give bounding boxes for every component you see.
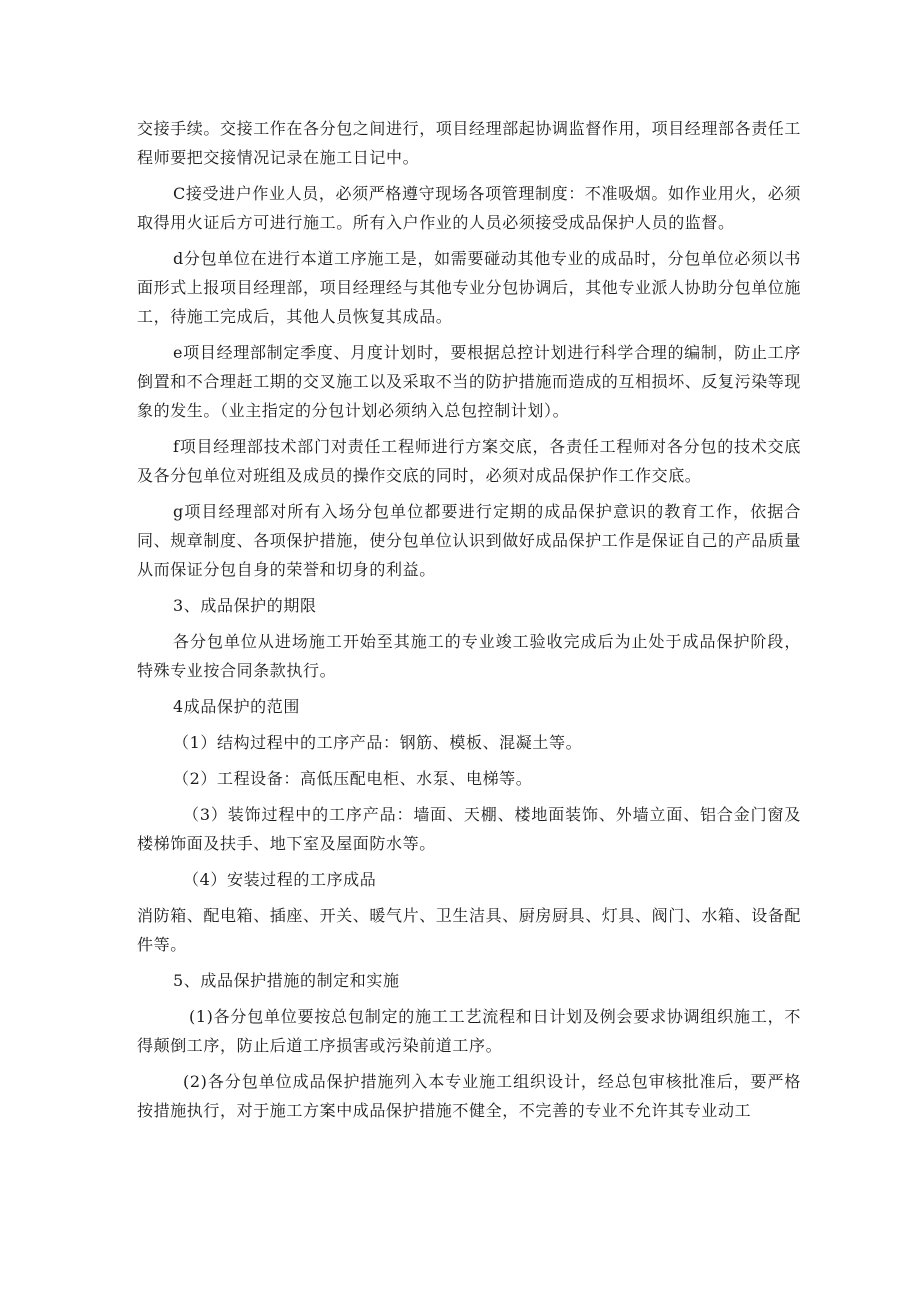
paragraph-handover: 交接手续。交接工作在各分包之间进行，项目经理部起协调监督作用，项目经理部各责任工程师要把交接情况记录在施工日记中。 (137, 119, 802, 167)
scope-item-1: （1）结构过程中的工序产品：钢筋、模板、混凝土等。 (173, 733, 583, 752)
scope-item-4-detail: 消防箱、配电箱、插座、开关、暖气片、卫生洁具、厨房厨具、灯具、阀门、水箱、设备配件等。 (137, 906, 802, 954)
paragraph-item-g: g项目经理部对所有入场分包单位都要进行定期的成品保护意识的教育工作，依据合同、规章制度、各项保护措施，使分包单位认识到做好成品保护工作是保证自己的产品质量从而保证分包自身的荣誉和切身的利益。 (137, 502, 802, 579)
heading-protection-measures: 5、成品保护措施的制定和实施 (173, 971, 400, 990)
measure-item-1: (1)各分包单位要按总包制定的施工工艺流程和日计划及例会要求协调组织施工，不得颠倒工序，防止后道工序损害或污染前道工序。 (137, 1007, 801, 1055)
document-page (137, 114, 801, 1132)
scope-item-3: （3）装饰过程中的工序产品：墙面、天棚、楼地面装饰、外墙立面、铝合金门窗及楼梯饰面及扶手、地下室及屋面防水等。 (137, 805, 801, 853)
heading-protection-period: 3、成品保护的期限 (173, 596, 317, 615)
paragraph-item-d: d分包单位在进行本道工序施工是，如需要碰动其他专业的成品时，分包单位必须以书面形式上报项目经理部，项目经理经与其他专业分包协调后，其他专业派人协助分包单位施工，待施工完成后，其他人员恢复其成品。 (137, 249, 802, 326)
paragraph-protection-period: 各分包单位从进场施工开始至其施工的专业竣工验收完成后为止处于成品保护阶段，特殊专业按合同条款执行。 (137, 632, 801, 680)
paragraph-item-c: C接受进户作业人员，必须严格遵守现场各项管理制度：不准吸烟。如作业用火，必须取得用火证后方可进行施工。所有入户作业的人员必须接受成品保护人员的监督。 (137, 184, 801, 232)
scope-item-2: （2）工程设备：高低压配电柜、水泵、电梯等。 (173, 769, 533, 788)
paragraph-item-f: f项目经理部技术部门对责任工程师进行方案交底，各责任工程师对各分包的技术交底及各分包单位对班组及成员的操作交底的同时，必须对成品保护作工作交底。 (137, 437, 801, 485)
heading-protection-scope: 4成品保护的范围 (173, 697, 300, 716)
paragraph-item-e: e项目经理部制定季度、月度计划时，要根据总控计划进行科学合理的编制，防止工序倒置和不合理赶工期的交叉施工以及采取不当的防护措施而造成的互相损坏、反复污染等现象的发生。（业主指定的分包计划必须纳入总包控制计划）。 (137, 343, 802, 420)
measure-item-2: (2)各分包单位成品保护措施列入本专业施工组织设计，经总包审核批准后，要严格按措施执行，对于施工方案中成品保护措施不健全，不完善的专业不允许其专业动工 (137, 1072, 801, 1120)
scope-item-4: （4）安装过程的工序成品 (183, 870, 377, 889)
